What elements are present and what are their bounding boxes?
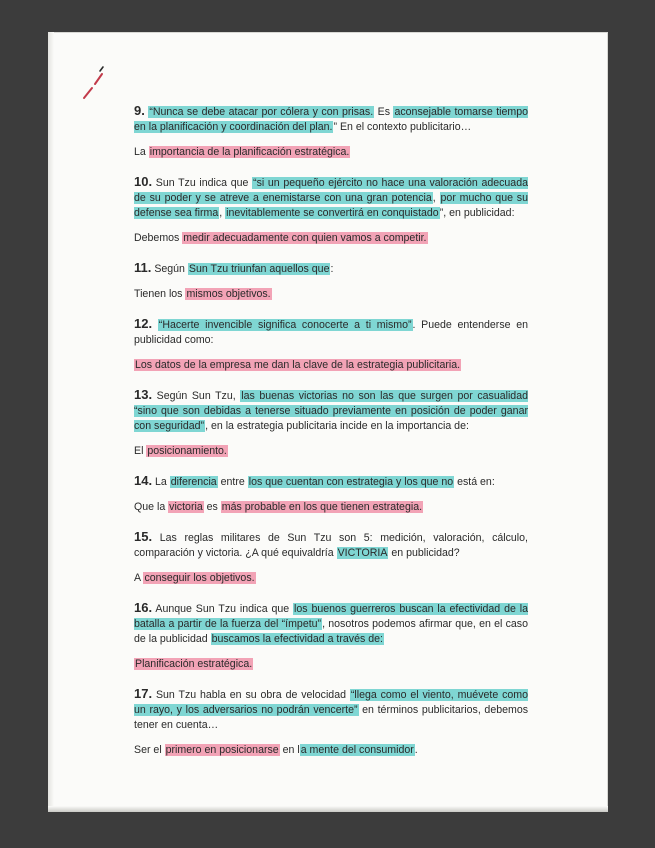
text-segment: . Puede entenderse en publicidad como: (134, 319, 528, 346)
text-segment: Aunque Sun Tzu indica que (155, 603, 294, 615)
answer-15 (134, 571, 528, 586)
text-segment: en l (279, 744, 300, 756)
text-segment: Sun Tzu habla en su obra de velocidad (155, 689, 350, 701)
highlighted-text-teal: buscamos la efectividad a través de: (211, 633, 383, 645)
highlighted-text-pink: medir adecuadamente con quien vamos a competir. (183, 232, 427, 244)
highlighted-text-teal: los buenos guerreros buscan la efectividad de la batalla a partir de la fuerza del “ímpetu” (134, 603, 528, 630)
question-15 (134, 529, 528, 561)
question-10 (134, 174, 528, 221)
question-13 (134, 387, 528, 434)
answer-17 (134, 743, 528, 758)
text-segment: Sun Tzu indica que (155, 177, 253, 189)
highlighted-text-teal: “si un pequeño ejército no hace una valoración adecuada de su poder y se atreve a enemistarse con una gran potencia (134, 177, 528, 204)
question-number: 17. (134, 686, 153, 701)
highlighted-text-pink: mismos objetivos. (186, 288, 271, 300)
highlighted-text-teal: diferencia (170, 476, 217, 488)
page-edge-shadow (48, 32, 54, 812)
highlighted-text-teal: VICTORIA (337, 547, 388, 559)
text-segment: . (414, 744, 418, 756)
text-segment: es (203, 501, 221, 513)
text-segment: Ser el (134, 744, 165, 756)
text-segment: Según (154, 263, 188, 275)
text-segment: Las reglas militares de Sun Tzu son 5: medición, valoración, cálculo, comparación y victoria. ¿A qué equivaldría (134, 532, 528, 559)
text-segment: Según Sun Tzu, (156, 390, 241, 402)
text-segment: , (219, 207, 226, 219)
answer-13 (134, 444, 528, 459)
text-segment: en términos publicitarios, debemos tener en cuenta… (134, 704, 529, 731)
question-9 (134, 103, 528, 135)
highlighted-text-teal: Sun Tzu triunfan aquellos que (188, 263, 330, 275)
highlighted-text-teal: por mucho que su defense sea firma (134, 192, 528, 219)
question-16 (134, 600, 528, 647)
text-segment: Es (374, 106, 394, 118)
highlighted-text-teal: los que cuentan con estrategia y los que no (248, 476, 454, 488)
text-segment: entre (217, 476, 248, 488)
question-number: 9. (134, 103, 145, 118)
question-number: 10. (134, 174, 153, 189)
question-14 (134, 473, 528, 490)
text-segment: está en: (454, 476, 495, 488)
highlighted-text-pink: más probable en los que tienen estrategia. (221, 501, 423, 513)
text-segment: A (134, 572, 144, 584)
text-segment: La (155, 476, 170, 488)
text-segment: en publicidad? (388, 547, 460, 559)
answer-11 (134, 287, 528, 302)
answer-14 (134, 500, 528, 515)
text-segment: Debemos (134, 232, 183, 244)
question-12 (134, 316, 528, 348)
answer-9 (134, 145, 528, 160)
highlighted-text-teal: “Hacerte invencible significa conocerte a ti mismo” (158, 319, 412, 331)
highlighted-text-teal: “llega como el viento, muévete como un rayo, y los adversarios no podrán vencerte” (134, 689, 528, 716)
text-segment: El (134, 445, 147, 457)
highlighted-text-pink: Los datos de la empresa me dan la clave de la estrategia publicitaria. (135, 359, 461, 371)
highlighted-text-pink: primero en posicionarse (165, 744, 279, 756)
text-segment: ”, en publicidad: (439, 207, 515, 219)
pen-mark-icon (80, 62, 110, 102)
text-segment: Que la (134, 501, 169, 513)
question-17 (134, 686, 528, 733)
highlighted-text-pink: importancia de la planificación estratégica. (149, 146, 350, 158)
highlighted-text-teal: “Nunca se debe atacar por cólera y con prisas. (149, 106, 374, 118)
question-number: 14. (134, 473, 153, 488)
answer-12 (134, 358, 528, 373)
question-number: 13. (134, 387, 153, 402)
text-segment: , en la estrategia publicitaria incide en la importancia de: (205, 420, 469, 432)
text-segment: , (432, 192, 440, 204)
question-number: 11. (134, 260, 152, 275)
question-number: 16. (134, 600, 153, 615)
text-segment: ” En el contexto publicitario… (333, 121, 472, 133)
question-number: 15. (134, 529, 153, 544)
highlighted-text-teal: a mente del consumidor (300, 744, 414, 756)
answer-10 (134, 231, 528, 246)
highlighted-text-pink: victoria (169, 501, 203, 513)
questionnaire (134, 103, 528, 772)
highlighted-text-pink: posicionamiento. (147, 445, 227, 457)
question-11 (134, 260, 528, 277)
text-segment: Tienen los (134, 288, 186, 300)
highlighted-text-pink: conseguir los objetivos. (144, 572, 255, 584)
highlighted-text-teal: inevitablemente se convertirá en conquistado (226, 207, 439, 219)
highlighted-text-teal: las buenas victorias no son las que surgen por casualidad “sino que son debidas a tenerse situado previamente en posición de poder ganar con seguridad” (134, 390, 528, 432)
highlighted-text-pink: Planificación estratégica. (135, 658, 253, 670)
answer-16 (134, 657, 528, 672)
text-segment: La (134, 146, 149, 158)
question-number: 12. (134, 316, 153, 331)
page-bottom-shadow (48, 806, 608, 812)
highlighted-text-teal: aconsejable tomarse tiempo en la planificación y coordinación del plan. (134, 106, 529, 133)
text-segment: : (330, 263, 334, 275)
text-segment: , nosotros podemos afirmar que, en el caso de la publicidad (134, 618, 528, 645)
